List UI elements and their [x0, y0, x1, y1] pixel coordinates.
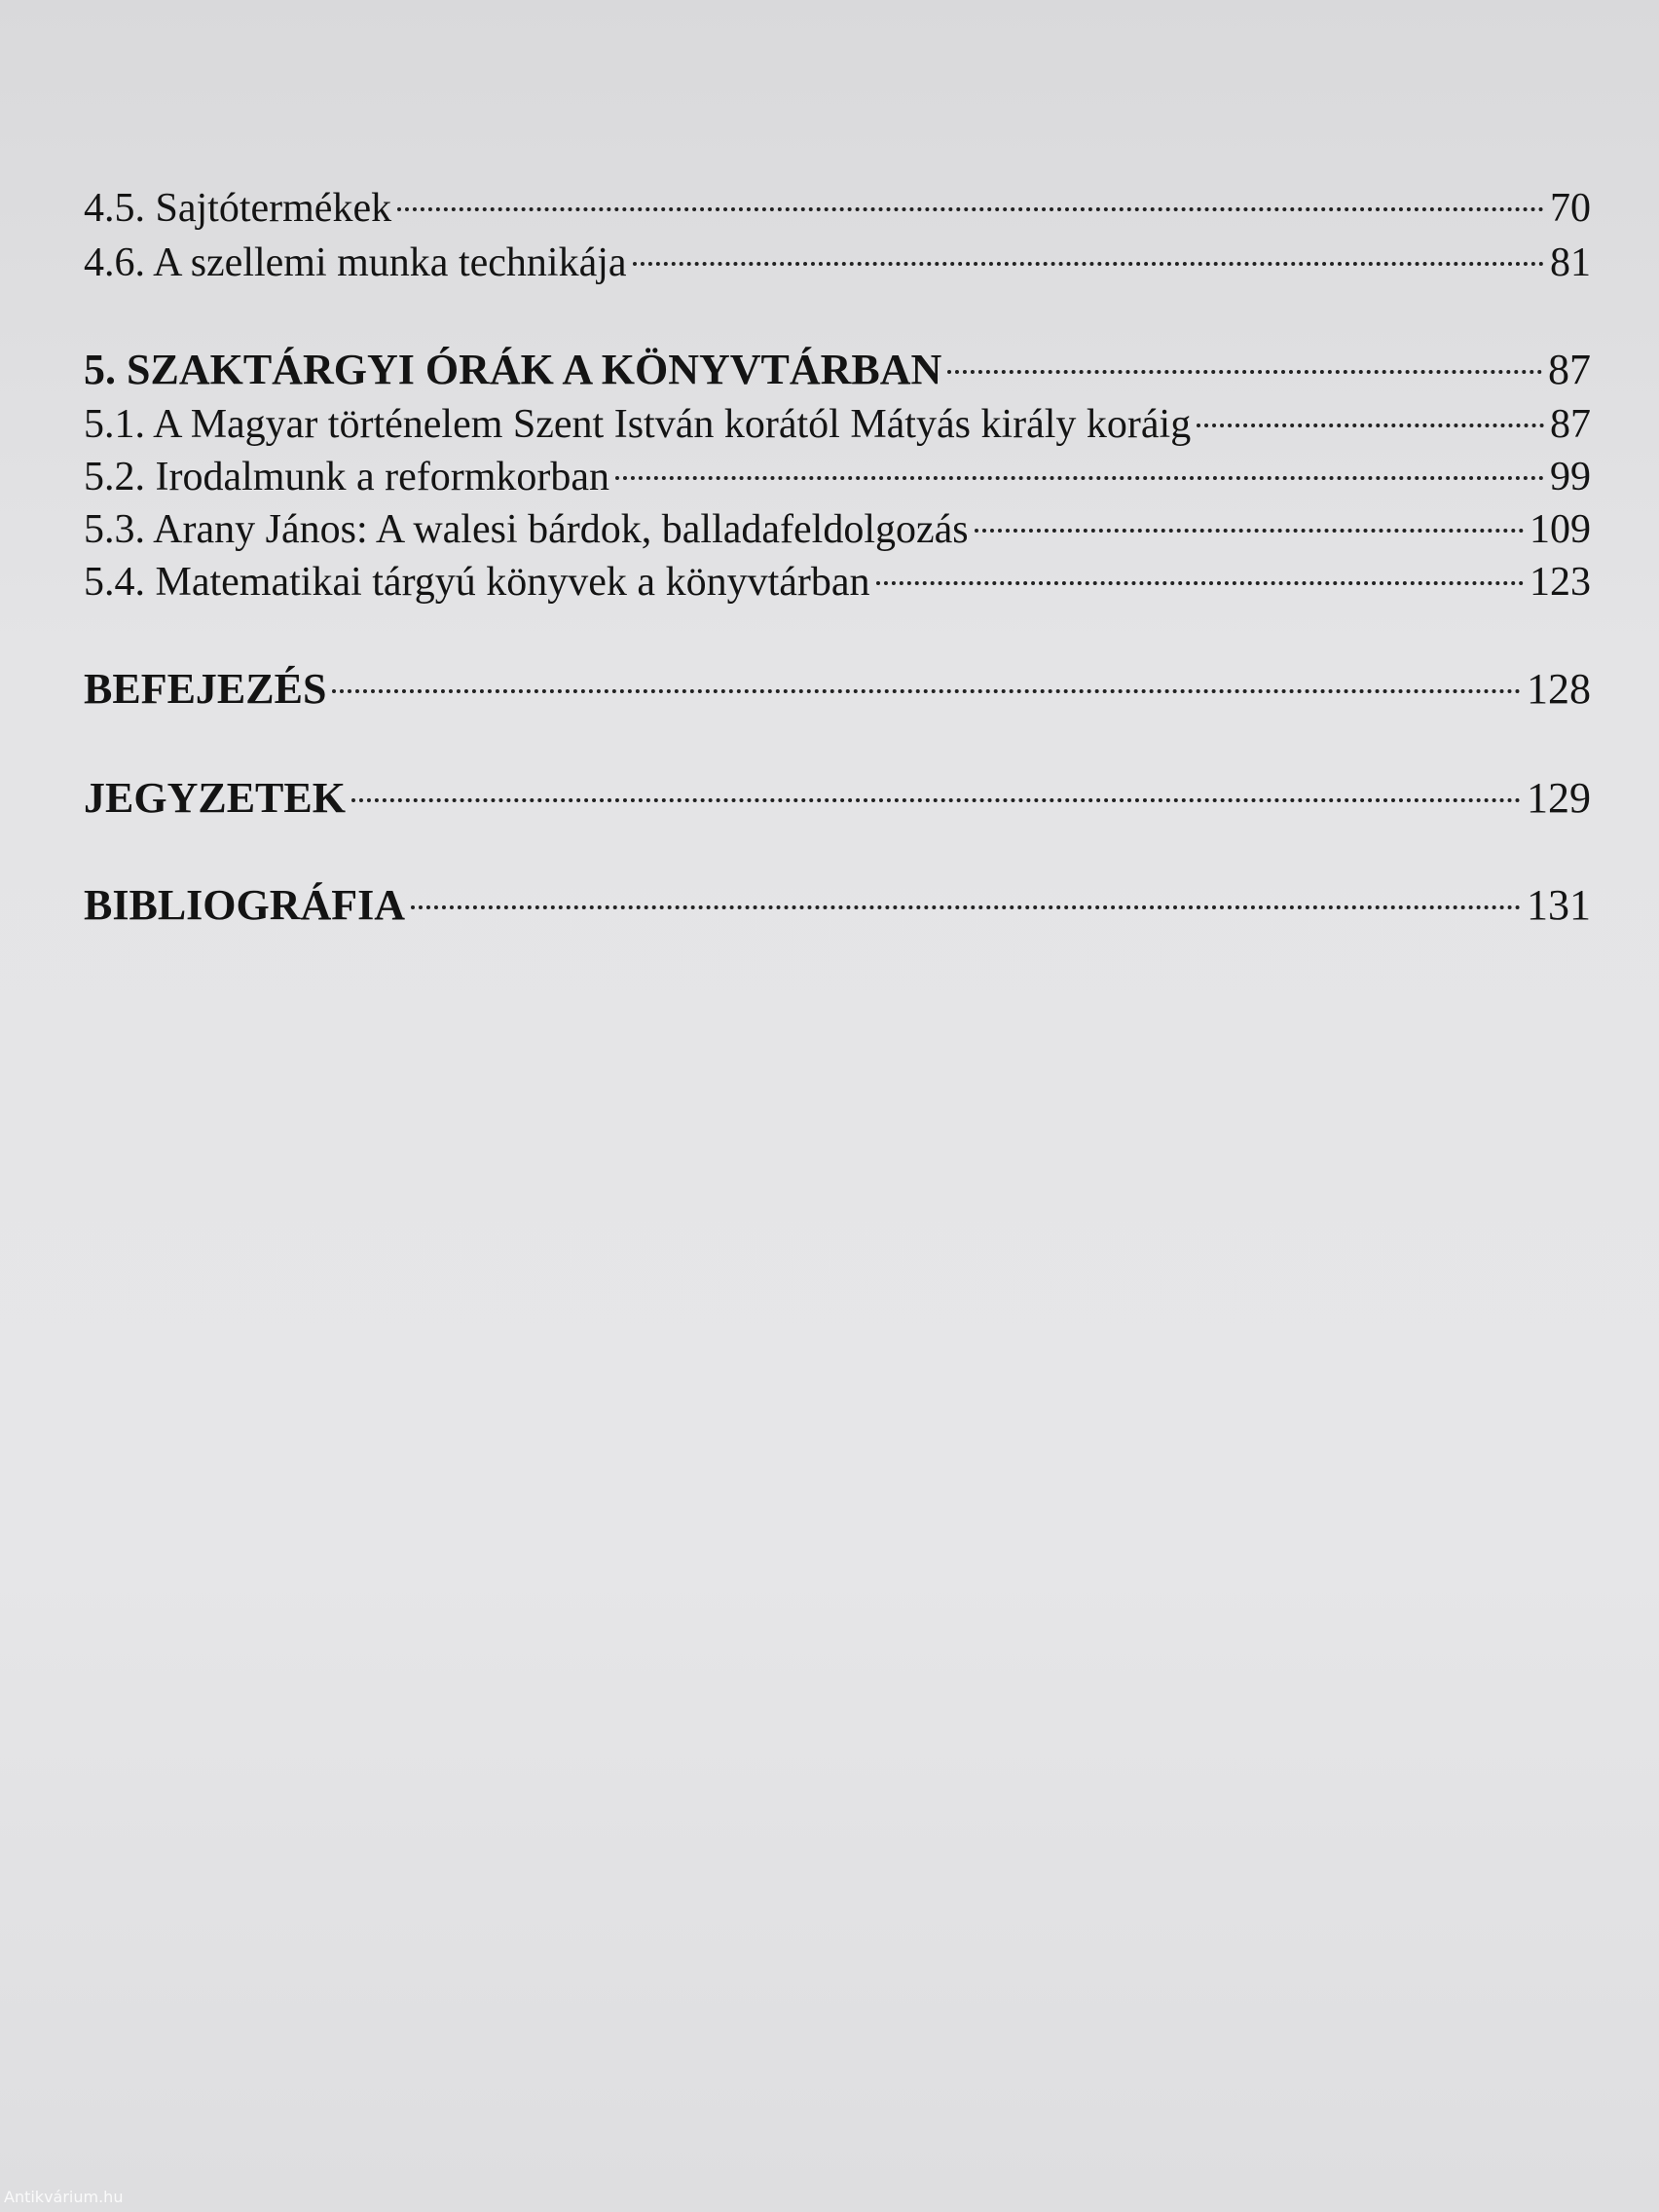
toc-dot-leader	[351, 798, 1521, 802]
toc-entry-5-1[interactable]	[84, 397, 1591, 452]
toc-entry-page: 87	[1550, 402, 1591, 447]
toc-entry-page: 70	[1550, 186, 1591, 231]
toc-entry-title: 5.1. A Magyar történelem Szent István korától Mátyás király koráig	[84, 402, 1192, 447]
toc-entry-title: 5.3. Arany János: A walesi bárdok, balladafeldolgozás	[84, 507, 969, 552]
toc-entry-page: 109	[1530, 507, 1591, 552]
toc-heading-befejezes[interactable]	[84, 662, 1591, 717]
toc-entry-title: 5.2. Irodalmunk a reformkorban	[84, 455, 609, 499]
toc-dot-leader	[975, 529, 1524, 533]
toc-dot-leader	[633, 262, 1544, 266]
toc-entry-5-2[interactable]	[84, 450, 1591, 504]
toc-entry-page: 128	[1527, 665, 1591, 713]
toc-entry-page: 81	[1550, 240, 1591, 285]
toc-entry-title: 4.5. Sajtótermékek	[84, 186, 392, 231]
toc-dot-leader	[397, 207, 1544, 211]
toc-entry-4-5[interactable]	[84, 181, 1591, 236]
toc-entry-title: BEFEJEZÉS	[84, 665, 327, 713]
toc-dot-leader	[332, 689, 1521, 693]
toc-heading-chapter-5[interactable]	[84, 343, 1591, 397]
toc-dot-leader	[876, 581, 1524, 585]
toc-entry-page: 99	[1550, 455, 1591, 499]
toc-dot-leader	[947, 370, 1542, 374]
toc-dot-leader	[615, 476, 1544, 480]
toc-heading-jegyzetek[interactable]	[84, 771, 1591, 826]
toc-entry-title: JEGYZETEK	[84, 774, 346, 822]
toc-entry-5-4[interactable]	[84, 555, 1591, 609]
toc-entry-page: 87	[1548, 346, 1591, 393]
toc-entry-5-3[interactable]	[84, 502, 1591, 557]
toc-entry-title: BIBLIOGRÁFIA	[84, 881, 406, 929]
bleed-through-text	[88, 837, 1587, 2200]
toc-entry-title: 4.6. A szellemi munka technikája	[84, 240, 627, 285]
toc-dot-leader	[411, 905, 1521, 909]
toc-entry-title: 5.4. Matematikai tárgyú könyvek a könyvtárban	[84, 560, 870, 605]
toc-entry-4-6[interactable]	[84, 236, 1591, 290]
toc-entry-title: 5. SZAKTÁRGYI ÓRÁK A KÖNYVTÁRBAN	[84, 346, 942, 393]
toc-entry-page: 123	[1530, 560, 1591, 605]
toc-entry-page: 129	[1527, 774, 1591, 822]
watermark: Antikvárium.hu	[4, 2188, 124, 2206]
toc-entry-page: 131	[1527, 881, 1591, 929]
toc-dot-leader	[1197, 424, 1544, 427]
toc-heading-bibliografia[interactable]	[84, 878, 1591, 933]
